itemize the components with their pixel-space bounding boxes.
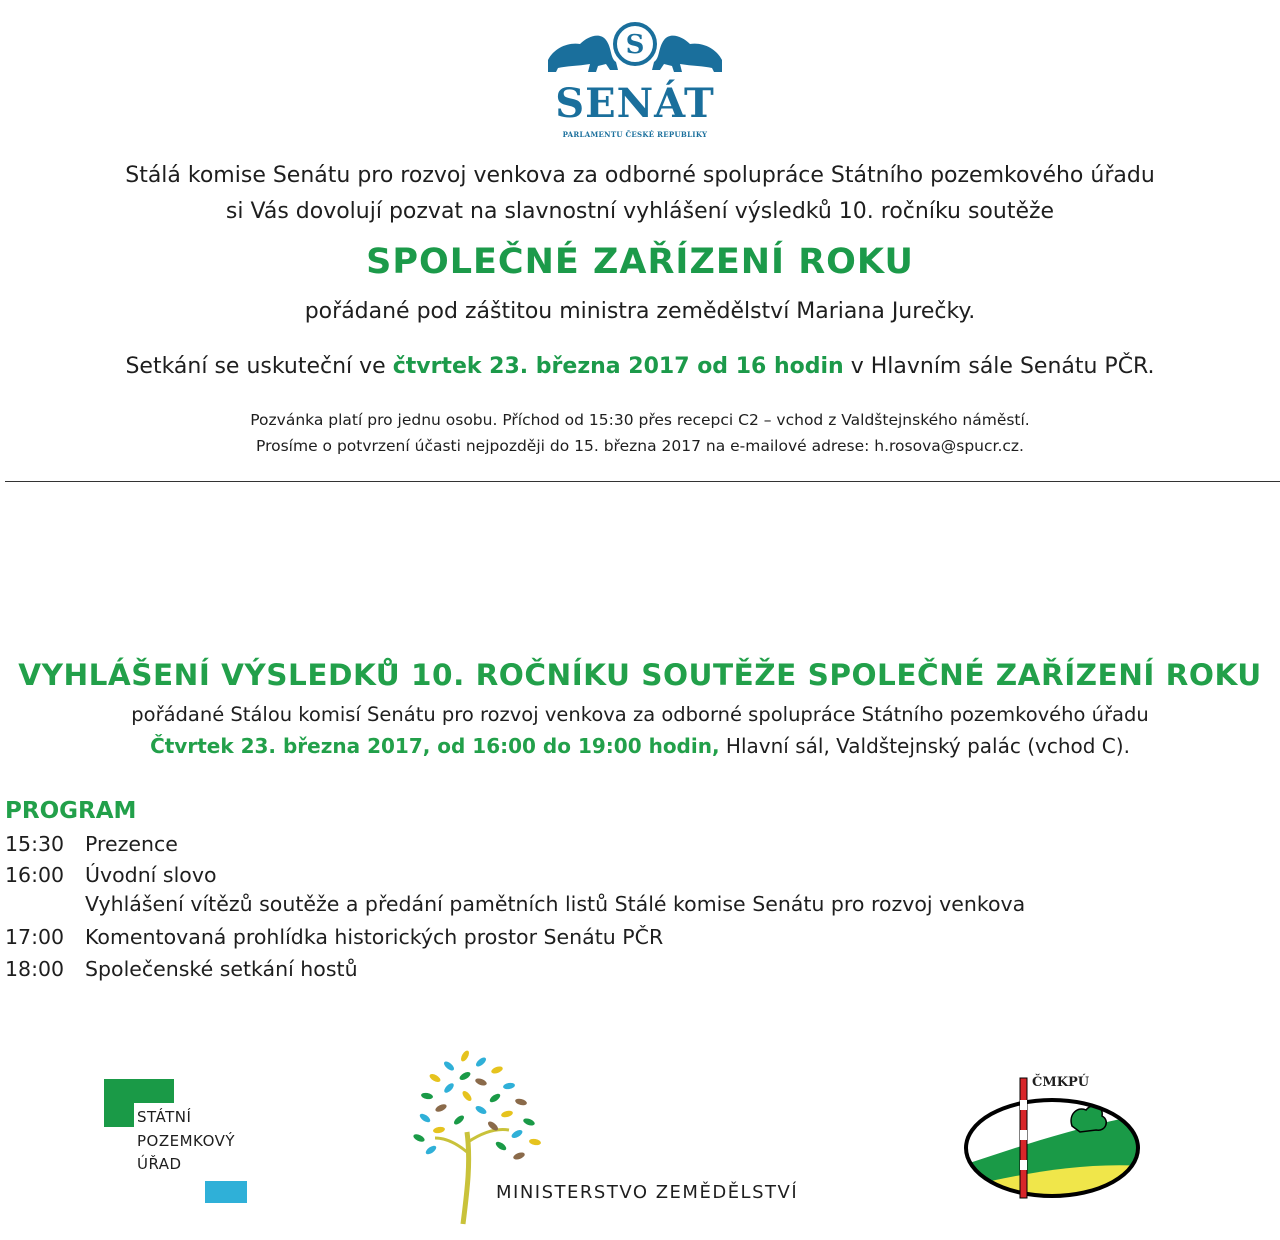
program-item (5, 957, 358, 981)
invitation-note-1: Pozvánka platí pro jednu osobu. Příchod od 15:30 přes recepci C2 – vchod z Valdštejnského náměstí. (250, 411, 1030, 429)
section-divider (5, 481, 1280, 482)
program-time: 17:00 (5, 925, 65, 949)
program-item (5, 832, 178, 856)
meeting-line (0, 354, 1280, 379)
meeting-date: čtvrtek 23. března 2017 od 16 hodin (392, 354, 844, 379)
meeting-suffix: v Hlavním sále Senátu PČR. (843, 354, 1155, 379)
program-item (5, 925, 663, 949)
program-heading: PROGRAM (5, 798, 137, 824)
datetime-highlight: Čtvrtek 23. března 2017, od 16:00 do 19:00 hodin, (150, 734, 720, 758)
spu-logo-text-3: ÚŘAD (137, 1155, 182, 1173)
logo-subtitle: PARLAMENTU ČESKÉ REPUBLIKY (562, 130, 708, 139)
svg-text:S: S (625, 30, 645, 60)
invitation-note-2: Prosíme o potvrzení účasti nejpozději do 15. března 2017 na e-mailové adrese: h.rosova@spucr.cz. (256, 437, 1024, 455)
datetime-line (0, 734, 1280, 758)
program-time: 16:00 (5, 863, 65, 887)
program-text: Vyhlášení vítězů soutěže a předání pamětních listů Stálé komise Senátu pro rozvoj venkova (85, 892, 1026, 916)
cmkpu-landscape-emblem-icon (960, 1070, 1145, 1205)
mze-logo-text: MINISTERSTVO ZEMĚDĚLSTVÍ (496, 1182, 799, 1203)
invitation-line-1: Stálá komise Senátu pro rozvoj venkova za odborné spolupráce Státního pozemkového úřadu (125, 163, 1155, 188)
invitation-line-2: si Vás dovolují pozvat na slavnostní vyhlášení výsledků 10. ročníku soutěže (225, 199, 1055, 224)
logo-title: SENÁT (555, 80, 715, 127)
program-item (5, 892, 1025, 916)
spu-logo-blue-block (205, 1181, 247, 1203)
meeting-prefix: Setkání se uskuteční ve (125, 354, 393, 379)
cmkpu-logo-text: ČMKPÚ (1032, 1075, 1090, 1090)
program-item (5, 863, 217, 887)
spu-logo-text-1: STÁTNÍ (137, 1108, 192, 1126)
organizer-line: pořádané Stálou komisí Senátu pro rozvoj venkova za odborné spolupráce Státního pozemkového úřadu (131, 703, 1149, 726)
program-time: 18:00 (5, 957, 65, 981)
program-text: Prezence (85, 832, 178, 856)
patronage-line: pořádané pod záštitou ministra zemědělství Mariana Jurečky. (304, 299, 976, 324)
datetime-rest: Hlavní sál, Valdštejnský palác (vchod C). (719, 734, 1130, 758)
results-heading: VYHLÁŠENÍ VÝSLEDKŮ 10. ROČNÍKU SOUTĚŽE SPOLEČNÉ ZAŘÍZENÍ ROKU (18, 658, 1262, 692)
program-text: Komentovaná prohlídka historických prostor Senátu PČR (85, 925, 664, 949)
program-text: Společenské setkání hostů (85, 957, 358, 981)
program-text: Úvodní slovo (85, 863, 217, 887)
event-title: SPOLEČNÉ ZAŘÍZENÍ ROKU (366, 242, 914, 282)
spu-logo-text-2: POZEMKOVÝ (137, 1132, 236, 1150)
program-time: 15:30 (5, 832, 65, 856)
